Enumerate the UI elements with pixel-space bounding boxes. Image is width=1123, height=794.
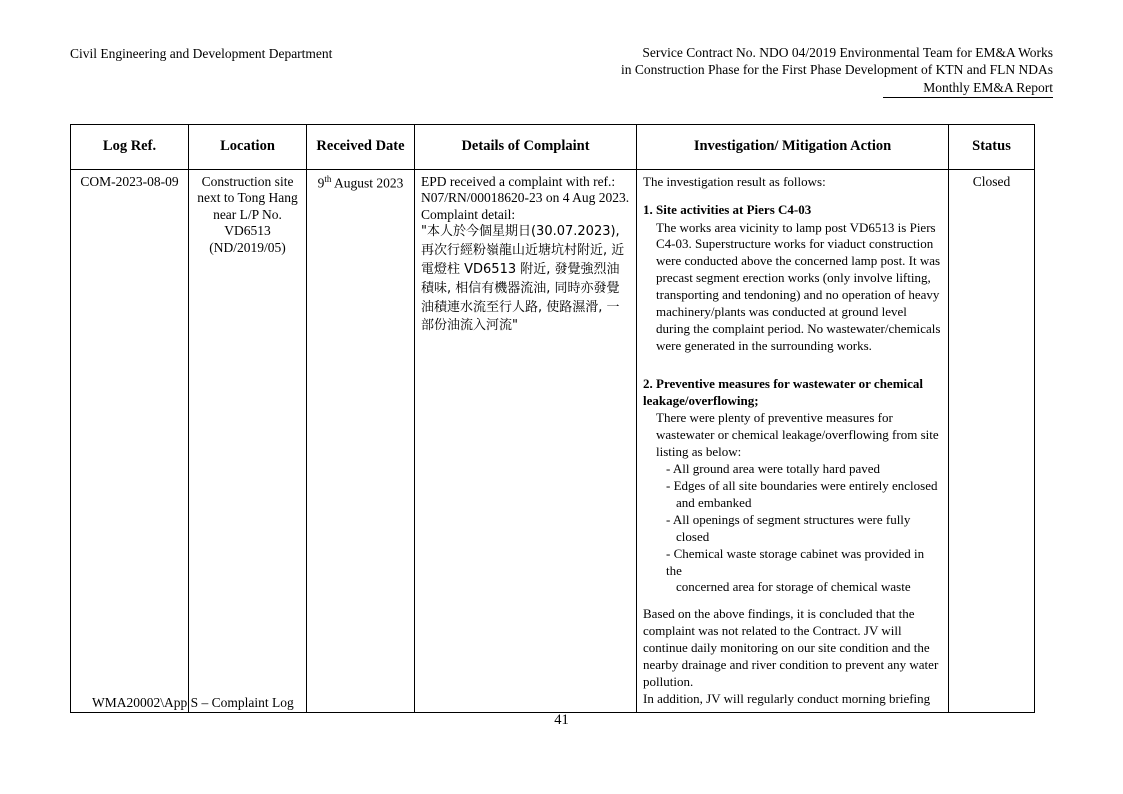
received-date-rest: August 2023	[331, 175, 404, 191]
cell-investigation	[637, 169, 949, 712]
header-contract-info	[621, 44, 1053, 98]
cell-details	[415, 169, 637, 712]
page-header	[70, 44, 1053, 98]
cell-status: Closed	[949, 169, 1035, 712]
investigation-intro: The investigation result as follows:	[643, 173, 826, 189]
investigation-section-1-body: The works area vicinity to lamp post VD6513 is Piers C4-03. Superstructure works for viaduct construction were conducted above the concerned lamp post. It was precast segment erection works (only involve lifting, transporting and tendoning) and no operation of heavy machinery/plants was conducted at ground level during the complaint period. No wastewater/chemicals were generated in the surrounding works.	[656, 219, 941, 353]
column-header-location: Location	[189, 124, 307, 169]
column-header-received-date: Received Date	[307, 124, 415, 169]
list-item: and embanked	[676, 494, 752, 510]
footer-document-reference: WMA20002\App S – Complaint Log	[92, 695, 294, 710]
list-item: - Chemical waste storage cabinet was provided in the	[666, 545, 925, 578]
received-date-suffix: th	[324, 173, 332, 184]
details-line-2: Complaint detail:	[421, 206, 516, 222]
column-header-status: Status	[949, 124, 1035, 169]
cell-location: Construction site next to Tong Hang near L/P No. VD6513 (ND/2019/05)	[189, 169, 307, 712]
received-date-day: 9	[317, 175, 325, 191]
table-header-row	[71, 124, 1035, 169]
investigation-conclusion-continued: In addition, JV will regularly conduct morning briefing	[643, 690, 931, 706]
header-line-1: Service Contract No. NDO 04/2019 Environmental Team for EM&A Works	[642, 45, 1053, 60]
details-line-1: EPD received a complaint with ref.: N07/RN/00018620-23 on 4 Aug 2023.	[421, 173, 630, 206]
investigation-section-2-body: There were plenty of preventive measures for wastewater or chemical leakage/overflowing from site listing as below:	[656, 410, 939, 460]
column-header-log-ref: Log Ref.	[71, 124, 189, 169]
list-item: - All ground area were totally hard paved	[666, 461, 881, 477]
list-item: - Edges of all site boundaries were entirely enclosed	[666, 478, 938, 494]
column-header-details: Details of Complaint	[415, 124, 637, 169]
complaint-log-table	[70, 124, 1035, 713]
list-item: concerned area for storage of chemical waste	[676, 579, 911, 595]
investigation-section-1-title: 1. Site activities at Piers C4-03	[643, 201, 812, 217]
list-item: - All openings of segment structures were fully	[666, 511, 911, 527]
header-department: Civil Engineering and Development Department	[70, 46, 333, 61]
investigation-section-2-title: 2. Preventive measures for wastewater or chemical leakage/overflowing;	[643, 375, 924, 408]
list-item: closed	[676, 528, 710, 544]
column-header-investigation: Investigation/ Mitigation Action	[637, 124, 949, 169]
footer-page-number: 41	[554, 712, 569, 728]
investigation-conclusion: Based on the above findings, it is concluded that the complaint was not related to the Contract. JV will continue daily monitoring on our site condition and the nearby drainage and river condition to prevent any water pollution.	[643, 606, 939, 689]
header-line-3: Monthly EM&A Report	[883, 79, 1053, 98]
table-row	[71, 169, 1035, 712]
details-complaint-text-cjk: "本人於今個星期日(30.07.2023), 再次行經粉嶺龍山近塘坑村附近, 近電燈柱 VD6513 附近, 發覺強烈油積味, 相信有機器流油, 同時亦發覺油積連水流至行人路, 使路濕滑, 一部份油流入河流"	[421, 224, 625, 334]
cell-received-date	[307, 169, 415, 712]
investigation-measures-list	[656, 461, 942, 596]
cell-log-ref: COM-2023-08-09	[71, 169, 189, 712]
header-line-2: in Construction Phase for the First Phase Development of KTN and FLN NDAs	[621, 62, 1053, 78]
